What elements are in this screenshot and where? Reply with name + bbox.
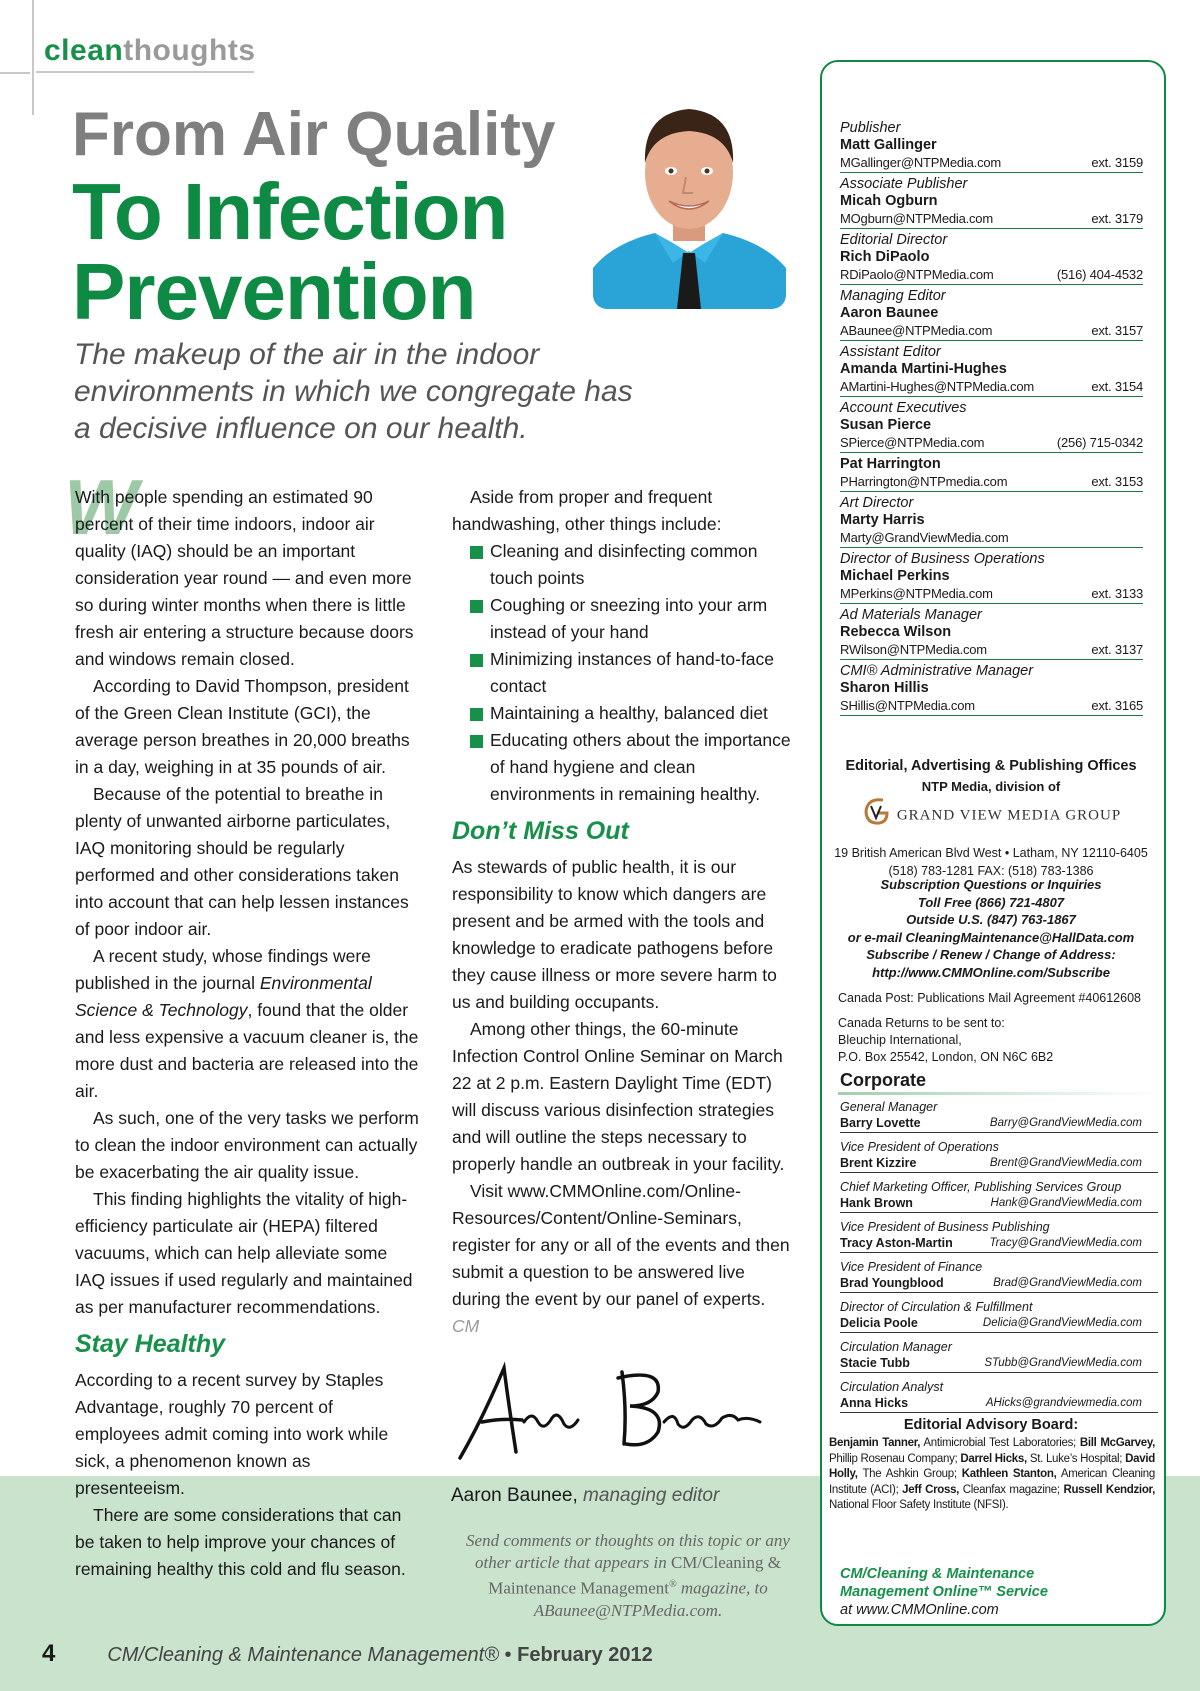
subhead-dont-miss-out: Don’t Miss Out [452,817,629,845]
corporate-heading-rule [838,1092,1156,1095]
gv-logo-icon [861,796,891,836]
list-item: Coughing or sneezing into your arm instead of your hand [470,592,797,646]
section-label: cleanthoughts [44,34,256,67]
send-comments-note: Send comments or thoughts on this topic or any other article that appears in CM/Cleaning & Maintenance Management® magazine, to ABaunee@NTPMedia.com. [466,1531,790,1620]
subscription-info: Subscription Questions or Inquiries Toll Free (866) 721-4807 Outside U.S. (847) 763-1867 or e-mail CleaningMaintenance@HallData.com Subscribe / Renew / Change of Address: http://www.CMMOnline.com/Subscribe [847,877,1135,980]
paragraph: Among other things, the 60-minute Infection Control Online Seminar on March 22 at 2 p.m. Eastern Daylight Time (EDT) will discuss various disinfection strategies and will outline the steps necessary to properly handle an outbreak in your facility. [452,1019,785,1174]
paragraph: As such, one of the very tasks we perform to clean the indoor environment can actually be exacerbating the air quality issue. [75,1108,419,1182]
staff-entry: Editorial Director Rich DiPaolo RDiPaolo@NTPMedia.com (516) 404-4532 [840,232,1143,285]
staff-entry: Publisher Matt Gallinger MGallinger@NTPMedia.com ext. 3159 [840,120,1143,173]
grand-view-logo: GRAND VIEW MEDIA GROUP [826,796,1156,836]
corner-mark-horizontal [0,72,30,74]
staff-entry: Ad Materials Manager Rebecca Wilson RWilson@NTPMedia.com ext. 3137 [840,607,1143,660]
paragraph: A recent study, whose findings were published in the journal Environmental Science & Technology, found that the older and less expensive a vacuum cleaner is, the more dust and bacteria are released into the air. [75,946,419,1101]
author-credit: Aaron Baunee, managing editor [451,1485,720,1506]
online-service: CM/Cleaning & Maintenance Management Online™ Service at www.CMMOnline.com [840,1565,1150,1619]
article-subtitle: The makeup of the air in the indoor environments in which we congregate has a decisive influence on our health. [74,338,633,445]
advisory-board-heading: Editorial Advisory Board: [903,1417,1079,1433]
square-bullet-icon [470,600,483,613]
square-bullet-icon [470,708,483,721]
corporate-heading: Corporate [840,1070,927,1090]
square-bullet-icon [470,735,483,748]
journal-title: Environmental Science & Technology [75,973,372,1020]
corporate-entry: Vice President of Operations Brent Kizzire Brent@GrandViewMedia.com [840,1139,1158,1173]
headline-line3: Prevention [72,247,476,336]
canada-post-info: Canada Post: Publications Mail Agreement #40612608 Canada Returns to be sent to: Bleuchip International, P.O. Box 25542, London, ON N6C 6B2 [838,991,1141,1064]
paragraph: Aside from proper and frequent handwashing, other things include: [452,487,722,534]
paragraph: There are some considerations that can be taken to help improve your chances of remaining healthy this cold and flu season. [75,1505,406,1579]
list-item: Cleaning and disinfecting common touch points [470,538,797,592]
corporate-entry: Vice President of Business Publishing Tracy Aston-Martin Tracy@GrandViewMedia.com [840,1219,1158,1253]
page-number: 4 [42,1640,56,1667]
bullet-list [452,538,797,808]
list-item: Educating others about the importance of hand hygiene and clean environments in remaining healthy. [470,727,797,808]
paragraph: As stewards of public health, it is our responsibility to know which dangers are present and be armed with the tools and knowledge to eradicate pathogens before they cause illness or more severe harm to us and building occupants. [452,857,777,1012]
headline-line2: To Infection [72,167,508,256]
paragraph: According to a recent survey by Staples Advantage, roughly 70 percent of employees admit coming into work while sick, a phenomenon known as presenteeism. [75,1370,389,1498]
paragraph: Visit www.CMMOnline.com/Online-Resources/Content/Online-Seminars, register for any or all of the events and then submit a question to be answered live during the event by our panel of experts. CM [452,1181,790,1336]
paragraph: This finding highlights the vitality of high-efficiency particulate air (HEPA) filtered vacuums, which can help alleviate some IAQ issues if used regularly and maintained as per manufacturer recommendations. [75,1189,413,1317]
author-signature [452,1360,782,1470]
subhead-stay-healthy: Stay Healthy [75,1330,226,1358]
end-mark: CM [452,1316,480,1336]
footer-publication: CM/Cleaning & Maintenance Management® [107,1644,499,1666]
square-bullet-icon [470,546,483,559]
corporate-entry: Vice President of Finance Brad Youngblood Brad@GrandViewMedia.com [840,1259,1158,1293]
staff-entry: Associate Publisher Micah Ogburn MOgburn@NTPMedia.com ext. 3179 [840,176,1143,229]
corner-mark-vertical [32,0,34,115]
author-photo [593,93,786,309]
list-item: Minimizing instances of hand-to-face contact [470,646,797,700]
list-item: Maintaining a healthy, balanced diet [470,700,797,727]
page-footer: 4 CM/Cleaning & Maintenance Management® • February 2012 [42,1640,653,1667]
square-bullet-icon [470,654,483,667]
masthead-staff [840,120,1143,719]
corporate-entry: Circulation Analyst Anna Hicks AHicks@grandviewmedia.com [840,1379,1158,1413]
headline-main [72,167,508,336]
paragraph: Because of the potential to breathe in plenty of unwanted airborne particulates, IAQ monitoring should be regularly performed and other considerations taken into account that can help lessen instances of poor indoor air. [75,784,409,939]
corporate-entry: Chief Marketing Officer, Publishing Services Group Hank Brown Hank@GrandViewMedia.com [840,1179,1158,1213]
staff-entry: Art Director Marty Harris Marty@GrandViewMedia.com [840,495,1143,548]
staff-entry: Pat Harrington PHarrington@NTPmedia.com ext. 3153 [840,456,1143,492]
headline-line1: From Air Quality [72,100,556,169]
corporate-list [840,1099,1158,1419]
staff-entry: Managing Editor Aaron Baunee ABaunee@NTPMedia.com ext. 3157 [840,288,1143,341]
corporate-entry: Director of Circulation & Fulfillment Delicia Poole Delicia@GrandViewMedia.com [840,1299,1158,1333]
staff-entry: Director of Business Operations Michael Perkins MPerkins@NTPMedia.com ext. 3133 [840,551,1143,604]
publishing-offices: Editorial, Advertising & Publishing Offices NTP Media, division of GRAND VIEW MEDIA GROUP 19 British American Blvd West • Latham, NY 12110-6405 (518) 783-1281 FAX: (518) 783-1386 [826,756,1156,880]
article-column-2 [452,484,797,1340]
staff-entry: Assistant Editor Amanda Martini-Hughes AMartini-Hughes@NTPMedia.com ext. 3154 [840,344,1143,397]
paragraph: With people spending an estimated 90 percent of their time indoors, indoor air quality (IAQ) should be an important consideration year round — and even more so during winter months when there is little fresh air entering a structure because doors and windows remain closed. [75,487,414,669]
footer-date: February 2012 [517,1644,653,1666]
corporate-entry: Circulation Manager Stacie Tubb STubb@GrandViewMedia.com [840,1339,1158,1373]
advisory-board-list: Benjamin Tanner, Antimicrobial Test Laboratories; Bill McGarvey, Phillip Rosenau Company; Darrel Hicks, St. Luke’s Hospital; David Holly, The Ashkin Group; Kathleen Stanton, American Cleaning Institute (ACI); Jeff Cross, Cleanfax magazine; Russell Kendzior, National Floor Safety Institute (NFSI). [829,1437,1155,1511]
website-link[interactable]: at www.CMMOnline.com [840,1602,999,1618]
section-underline [36,71,254,73]
paragraph: According to David Thompson, president of the Green Clean Institute (GCI), the average person breathes in 20,000 breaths in a day, weighing in at 35 pounds of air. [75,676,410,777]
corporate-entry: General Manager Barry Lovette Barry@GrandViewMedia.com [840,1099,1158,1133]
staff-entry: Account Executives Susan Pierce SPierce@NTPMedia.com (256) 715-0342 [840,400,1143,453]
article-column-1 [75,484,420,1583]
drop-cap: W [64,463,138,551]
staff-entry: CMI® Administrative Manager Sharon Hillis SHillis@NTPMedia.com ext. 3165 [840,663,1143,716]
